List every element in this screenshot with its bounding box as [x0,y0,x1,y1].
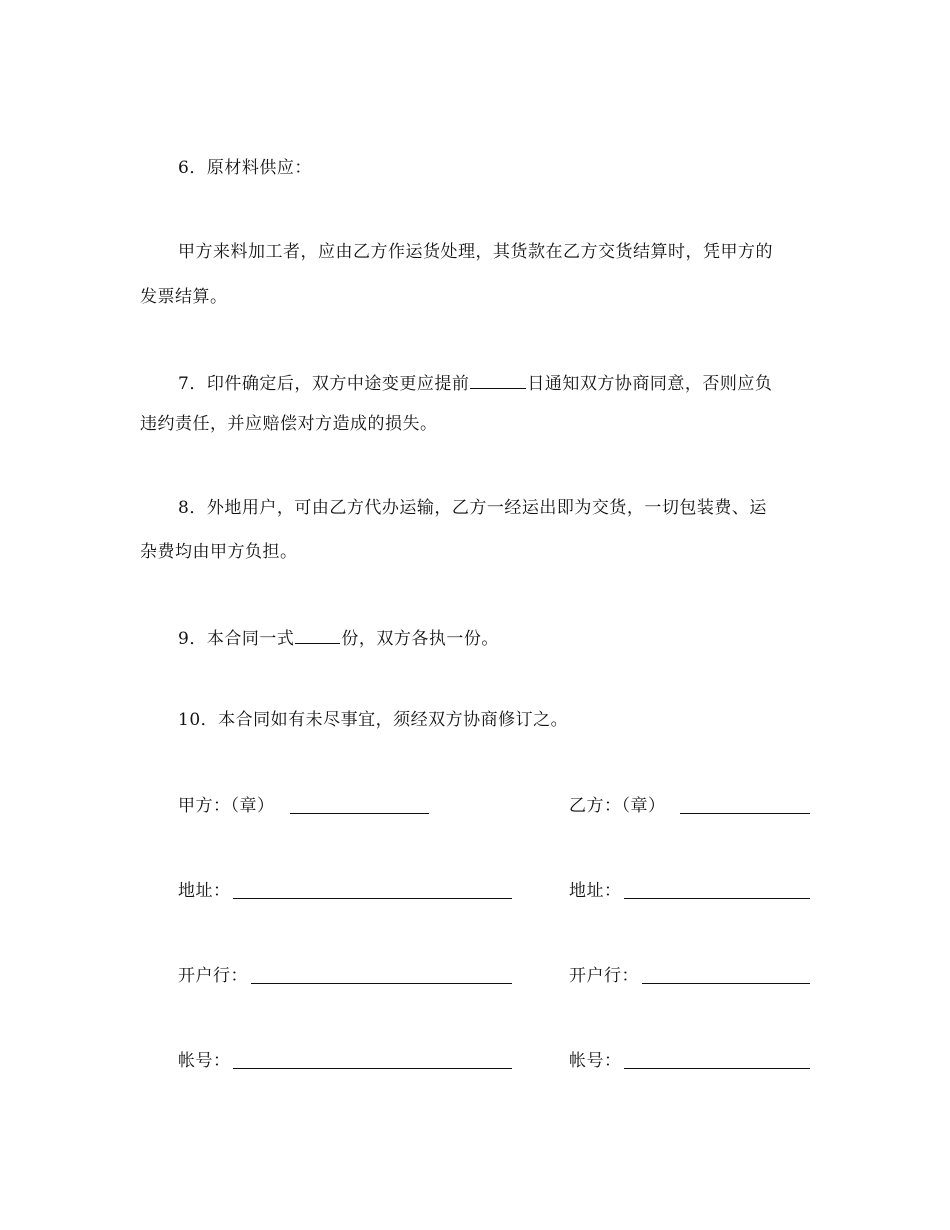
copies-count-blank[interactable] [295,625,340,644]
clause-7-line-1 [178,370,772,395]
party-a-bank-line[interactable] [251,983,512,984]
party-b-bank-label: 开户行： [569,966,639,986]
clause-6-title: 6．原材料供应： [178,158,312,178]
party-b-account-label: 帐号： [569,1051,622,1071]
party-a-account-label: 帐号： [178,1051,231,1071]
party-a-seal-line[interactable] [290,813,429,814]
clause-7-text-a: 7．印件确定后，双方中途变更应提前 [178,374,470,394]
party-a-account-line[interactable] [233,1068,512,1069]
party-b-address-line[interactable] [624,898,810,899]
party-a-bank-label: 开户行： [178,966,248,986]
party-b-account-line[interactable] [624,1068,810,1069]
days-notice-blank[interactable] [470,370,526,389]
party-b-address-label: 地址： [569,881,622,901]
clause-7-line-2: 违约责任，并应赔偿对方造成的损失。 [140,414,438,434]
clause-8-line-2: 杂费均由甲方负担。 [140,542,298,562]
clause-6-line-2: 发票结算。 [140,287,228,307]
party-b-bank-line[interactable] [642,983,810,984]
party-b-seal-line[interactable] [680,813,810,814]
party-a-address-line[interactable] [233,898,512,899]
clause-9 [178,625,499,650]
party-a-address-label: 地址： [178,881,231,901]
clause-8-line-1: 8．外地用户，可由乙方代办运输，乙方一经运出即为交货，一切包装费、运 [178,498,767,518]
party-a-seal-label: 甲方：（章） [178,796,275,816]
clause-7-text-b: 日通知双方协商同意，否则应负 [527,374,773,394]
party-b-seal-label: 乙方：（章） [569,796,666,816]
clause-9-text-b: 份，双方各执一份。 [341,629,499,649]
clause-10: 10．本合同如有未尽事宜，须经双方协商修订之。 [178,710,569,730]
clause-9-text-a: 9．本合同一式 [178,629,295,649]
clause-6-line-1: 甲方来料加工者，应由乙方作运货处理，其货款在乙方交货结算时，凭甲方的 [178,242,773,262]
